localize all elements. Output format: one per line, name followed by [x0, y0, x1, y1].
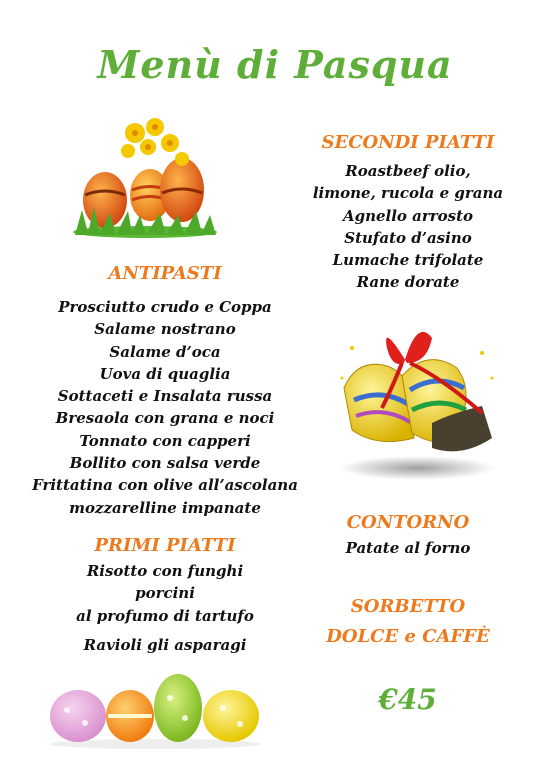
- sorbetto-heading: SORBETTO: [350, 596, 466, 617]
- list-item: Sottaceti e Insalata russa: [57, 387, 273, 406]
- price-label: €45: [378, 683, 437, 716]
- secondi-list: [298, 160, 518, 294]
- contorno-list: [298, 537, 518, 559]
- list-item: Rane dorate: [356, 273, 460, 292]
- list-item: Roastbeef olio,: [345, 162, 471, 180]
- list-item: mozzarelline impanate: [69, 498, 261, 517]
- antipasti-heading: ANTIPASTI: [108, 263, 222, 284]
- list-item: Lumache trifolate: [332, 251, 484, 270]
- list-item: Bresaola con grana e noci: [55, 409, 275, 428]
- list-item: Risotto con funghi: [86, 562, 244, 580]
- list-item: Bollito con salsa verde: [69, 454, 261, 473]
- easter-bells-icon: [332, 318, 502, 483]
- list-item: porcini: [135, 584, 195, 603]
- list-item: al profumo di tartufo: [76, 606, 254, 625]
- primi-extra: Ravioli gli asparagi: [83, 636, 247, 654]
- list-item: Stufato d’asino: [344, 228, 472, 247]
- colored-eggs-icon: [45, 668, 265, 750]
- primi-list: [30, 560, 300, 627]
- dolce-heading: DOLCE e CAFFÈ: [326, 626, 490, 647]
- antipasti-list: [30, 296, 300, 519]
- list-item: Frittatina con olive all’ascolana: [32, 476, 298, 495]
- list-item: Patate al forno: [345, 539, 471, 557]
- list-item: Salame nostrano: [94, 320, 236, 339]
- secondi-heading: SECONDI PIATTI: [321, 132, 495, 153]
- contorno-heading: CONTORNO: [346, 512, 470, 533]
- list-item: Salame d’oca: [109, 342, 221, 361]
- list-item: limone, rucola e grana: [312, 184, 504, 203]
- list-item: Tonnato con capperi: [79, 431, 251, 450]
- list-item: Agnello arrosto: [342, 206, 474, 225]
- primi-heading: PRIMI PIATTI: [94, 535, 236, 556]
- list-item: Uova di quaglia: [99, 364, 231, 383]
- list-item: Prosciutto crudo e Coppa: [58, 298, 272, 316]
- menu-title: Menù di Pasqua: [97, 42, 453, 87]
- easter-eggs-flowers-icon: [70, 115, 220, 240]
